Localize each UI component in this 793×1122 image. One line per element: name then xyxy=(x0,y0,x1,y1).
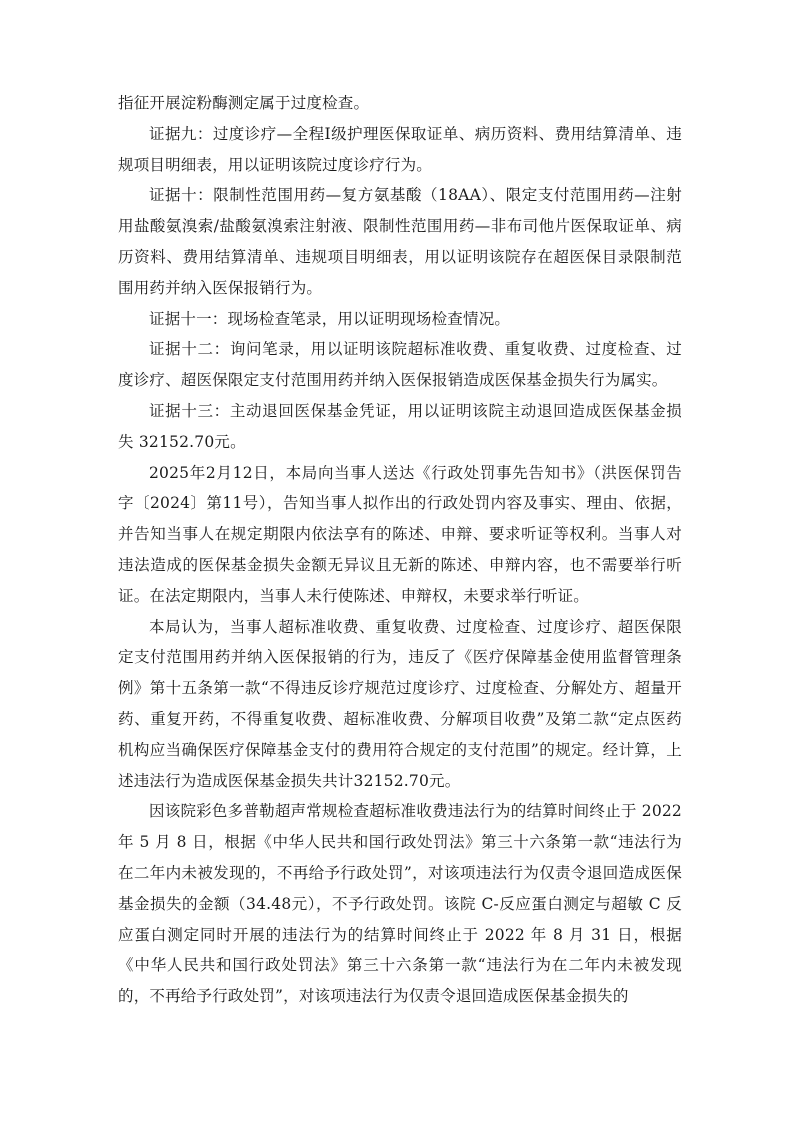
paragraph-evidence-11: 证据十一：现场检查笔录，用以证明现场检查情况。 xyxy=(149,309,511,328)
document-body xyxy=(118,88,682,1012)
paragraph-finding: 本局认为，当事人超标准收费、重复收费、过度检查、过度诊疗、超医保限定支付范围用药并纳入医保报销的行为，违反了《医疗保障基金使用监督管理条例》第十五条第一款“不得违反诊疗规范过度诊疗、过度检查、分解处方、超量开药、重复开药，不得重复收费、超标准收费、分解项目收费”及第二款“定点医药机构应当确保医疗保障基金支付的费用符合规定的支付范围”的规定。经计算，上述违法行为造成医保基金损失共计32152.70元。 xyxy=(118,617,682,790)
paragraph-continuation: 指征开展淀粉酶测定属于过度检查。 xyxy=(118,94,370,112)
paragraph-evidence-10: 证据十：限制性范围用药—复方氨基酸（18AA）、限定支付范围用药—注射用盐酸氨溴索/盐酸氨溴索注射液、限制性范围用药—非布司他片医保取证单、病历资料、费用结算清单、违规项目明细表，用以证明该院存在超医保目录限制范围用药并纳入医保报销行为。 xyxy=(118,186,682,297)
paragraph-limitation: 因该院彩色多普勒超声常规检查超标准收费违法行为的结算时间终止于 2022 年 5 月 8 日，根据《中华人民共和国行政处罚法》第三十六条第一款“违法行为在二年内未被发现的，不再给予行政处罚”，对该项违法行为仅责令退回造成医保基金损失的金额（34.48元），不予行政处罚。该院 C-反应蛋白测定与超敏 C 反应蛋白测定同时开展的违法行为的结算时间终止于 2022 年 8 月 31 日，根据《中华人民共和国行政处罚法》第三十六条第一款“违法行为在二年内未被发现的，不再给予行政处罚”，对该项违法行为仅责令退回造成医保基金损失的 xyxy=(118,802,682,1006)
paragraph-evidence-9: 证据九：过度诊疗—全程Ⅰ级护理医保取证单、病历资料、费用结算清单、违规项目明细表，用以证明该院过度诊疗行为。 xyxy=(118,124,682,174)
paragraph-notice: 2025年2月12日，本局向当事人送达《行政处罚事先告知书》（洪医保罚告字〔2024〕第11号），告知当事人拟作出的行政处罚内容及事实、理由、依据，并告知当事人在规定期限内依法享有的陈述、申辩、要求听证等权利。当事人对违法造成的医保基金损失金额无异议且无新的陈述、申辩内容，也不需要举行听证。在法定期限内，当事人未行使陈述、申辩权，未要求举行听证。 xyxy=(118,463,682,605)
paragraph-evidence-13: 证据十三：主动退回医保基金凭证，用以证明该院主动退回造成医保基金损失 32152.70元。 xyxy=(118,401,682,451)
paragraph-evidence-12: 证据十二：询问笔录，用以证明该院超标准收费、重复收费、过度检查、过度诊疗、超医保限定支付范围用药并纳入医保报销造成医保基金损失行为属实。 xyxy=(118,340,682,390)
